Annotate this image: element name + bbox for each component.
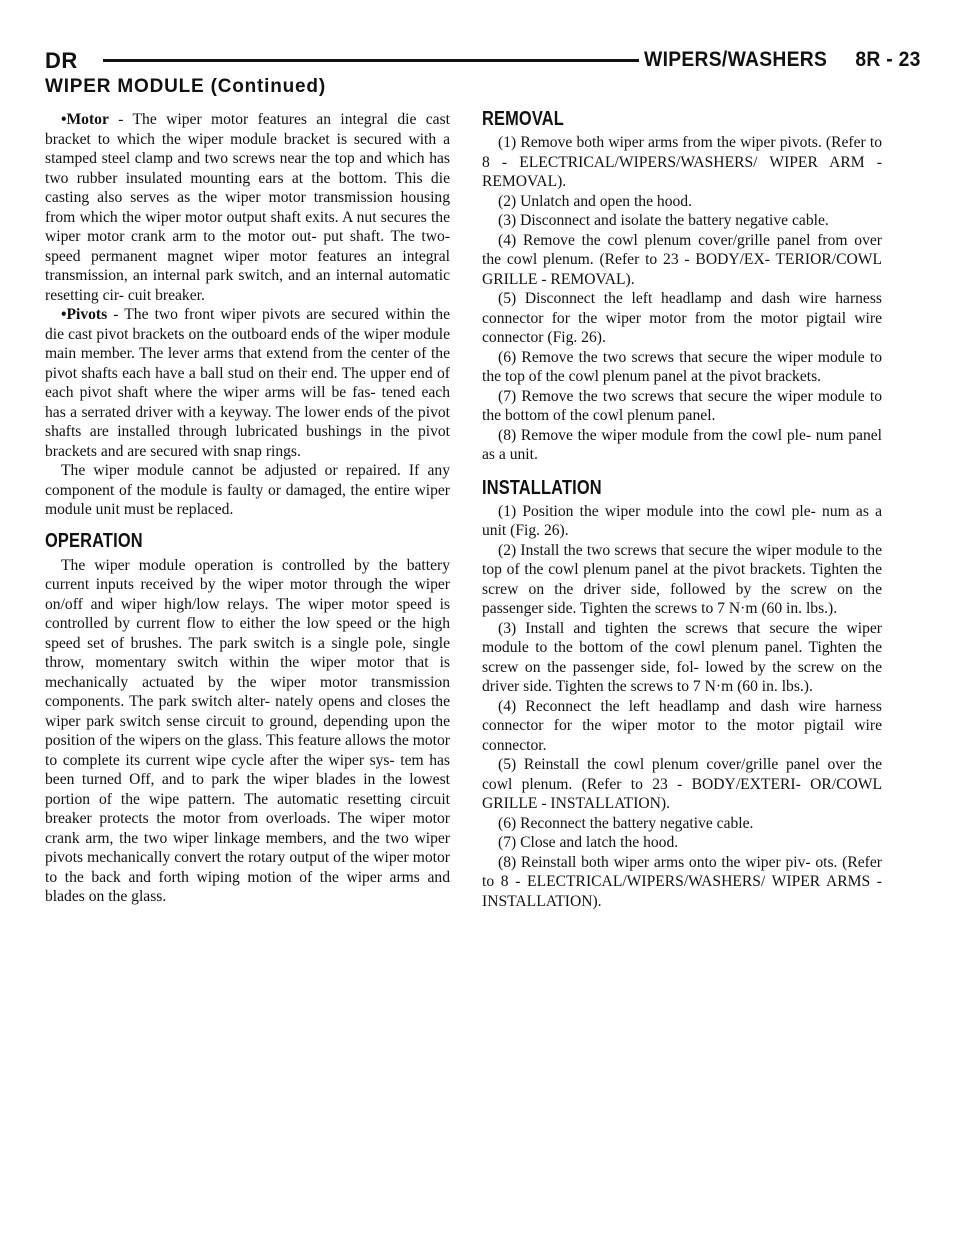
installation-step: (8) Reinstall both wiper arms onto the wiper piv- ots. (Refer to 8 - ELECTRICAL/WIPERS/WASHERS/ WIPER ARMS - INSTALLATION). [482,853,882,910]
header-rule [103,59,639,62]
header-section-page: WIPERS/WASHERS 8R - 23 [644,48,921,71]
removal-step: (4) Remove the cowl plenum cover/grille panel from over the cowl plenum. (Refer to 23 - BODY/EX- TERIOR/COWL GRILLE - REMOVAL). [482,231,882,288]
installation-step: (2) Install the two screws that secure the wiper module to the top of the cowl plenum panel at the pivot brackets. Tighten the screw on the driver side, followed by the screw on the passenger side. Tighten the screws to 7 N·m (60 in. lbs.). [482,541,882,617]
removal-heading: REMOVAL [482,108,564,130]
installation-step: (1) Position the wiper module into the cowl ple- num as a unit (Fig. 26). [482,502,882,539]
bullet-motor [45,110,450,305]
operation-paragraph: The wiper module operation is controlled by the battery current inputs received by the wiper motor through the wiper on/off and wiper high/low relays. The wiper motor speed is controlled by current flow to either the low speed or the high speed set of brushes. The park switch is a single pole, single throw, momentary switch within the wiper motor that is mechanically actuated by the wiper motor transmission components. The park switch alter- nately opens and closes the wiper park switch sense circuit to ground, depending upon the position of the wipers on the glass. This feature allows the motor to complete its current wipe cycle after the wiper sys- tem has been turned Off, and to park the wiper blades in the lowest portion of the wipe pattern. The automatic resetting circuit breaker protects the motor from overloads. The wiper motor crank arm, the two wiper linkage members, and the two wiper pivots mechanically convert the rotary output of the wiper motor to the back and forth wiping motion of the wiper arms and blades on the glass. [45,556,450,905]
removal-step: (1) Remove both wiper arms from the wiper pivots. (Refer to 8 - ELECTRICAL/WIPERS/WASHERS/ WIPER ARM - REMOVAL). [482,134,882,190]
removal-step: (6) Remove the two screws that secure the wiper module to the top of the cowl plenum panel at the pivot brackets. [482,348,882,385]
bullet-term: Motor [66,111,109,128]
installation-step: (6) Reconnect the battery negative cable. [498,814,754,832]
removal-step: (3) Disconnect and isolate the battery negative cable. [498,212,829,229]
bullet-text: - The wiper motor features an integral die cast bracket to which the wiper module bracket is secured with a stamped steel clamp and two screws near the top and which has two rubber insulated mounting ears at the bottom. This die casting also serves as the wiper motor transmission housing from which the wiper motor output shaft exits. A nut secures the wiper motor crank arm to the motor out- put shaft. The two-speed permanent magnet wiper motor features an integral transmission, an internal park switch, and an internal automatic resetting cir- cuit breaker. [45,111,450,304]
installation-step: (5) Reinstall the cowl plenum cover/grille panel over the cowl plenum. (Refer to 23 - BODY/EXTERI- OR/COWL GRILLE - INSTALLATION). [482,756,882,812]
bullet-pivots [45,305,450,461]
right-column [482,108,882,911]
removal-step: (7) Remove the two screws that secure the wiper module to the bottom of the cowl plenum panel. [482,387,882,424]
page-header [45,48,921,74]
installation-step: (4) Reconnect the left headlamp and dash wire harness connector for the wiper motor to the motor pigtail wire connector. [482,697,882,754]
installation-step: (7) Close and latch the hood. [498,834,679,851]
closing-paragraph: The wiper module cannot be adjusted or repaired. If any component of the module is faulty or damaged, the entire wiper module unit must be replaced. [45,462,450,518]
installation-heading: INSTALLATION [482,476,602,499]
header-model-code: DR [45,48,78,73]
removal-step: (5) Disconnect the left headlamp and dash wire harness connector for the wiper motor from the motor pigtail wire connector (Fig. 26). [482,290,882,346]
bullet-icon: • [61,306,67,323]
removal-step: (2) Unlatch and open the hood. [498,192,693,210]
bullet-term: Pivots [66,306,108,323]
operation-heading: OPERATION [45,529,143,552]
left-column [45,110,450,907]
bullet-text: - The two front wiper pivots are secured within the die cast pivot brackets on the outboard ends of the wiper module main member. The lever arms that extend from the center of the pivot shafts each have a ball stud on their end. The upper end of each pivot shaft where the wiper arms will be fas- tened each has a serrated driver with a keyway. The lower ends of the pivot shafts are installed through lubricated bushings in the pivot brackets and are secured with snap rings. [45,306,450,460]
removal-step: (8) Remove the wiper module from the cowl ple- num panel as a unit. [482,426,882,463]
installation-step: (3) Install and tighten the screws that secure the wiper module to the bottom of the cowl plenum panel. Tighten the screw on the passenger side, fol- lowed by the screw on the driver side. Tighten the screws to 7 N·m (60 in. lbs.). [482,619,882,695]
bullet-icon: • [61,111,67,128]
section-title: WIPER MODULE (Continued) [45,76,326,97]
